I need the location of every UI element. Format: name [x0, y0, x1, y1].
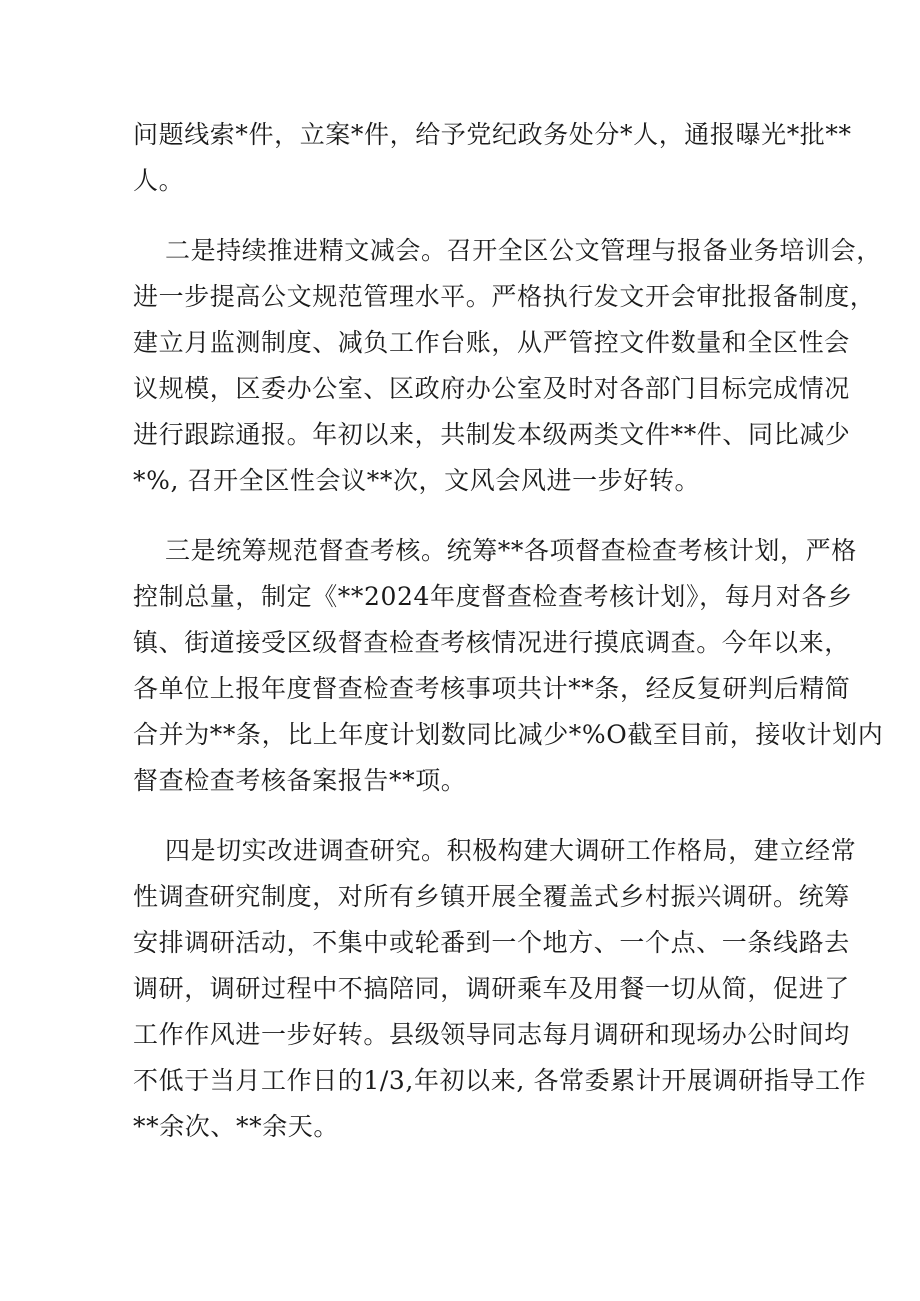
text-line: **余次、**余天。	[133, 1112, 340, 1141]
text-line: 性调查研究制度，对所有乡镇开展全覆盖式乡村振兴调研。统筹	[133, 882, 850, 911]
text-line: 不低于当月工作日的1/3,年初以来, 各常委累计开展调研指导工作	[133, 1066, 867, 1095]
text-line: 建立月监测制度、减负工作台账，从严管控文件数量和全区性会	[133, 328, 850, 357]
text-line: 工作作风进一步好转。县级领导同志每月调研和现场办公时间均	[133, 1020, 850, 1049]
text-line: 人。	[133, 166, 185, 195]
text-line: 合并为**条，比上年度计划数同比减少*%O截至目前，接收计划内	[133, 720, 884, 749]
text-line: 镇、街道接受区级督查检查考核情况进行摸底调查。今年以来，	[133, 628, 850, 657]
text-line: 二是持续推进精文减会。召开全区公文管理与报备业务培训会，	[165, 236, 882, 265]
text-line: *%, 召开全区性会议**次，文风会风进一步好转。	[133, 466, 701, 495]
text-line: 三是统筹规范督查考核。统筹**各项督查检查考核计划，严格	[165, 536, 857, 565]
text-line: 问题线索*件，立案*件，给予党纪政务处分*人，通报曝光*批**	[133, 120, 852, 149]
text-line: 安排调研活动，不集中或轮番到一个地方、一个点、一条线路去	[133, 928, 850, 957]
text-line: 进一步提高公文规范管理水平。严格执行发文开会审批报备制度，	[133, 282, 876, 311]
paragraph-streamline-documents	[133, 228, 882, 504]
paragraph-inspection-assessment	[133, 528, 884, 804]
text-line: 调研，调研过程中不搞陪同，调研乘车及用餐一切从简，促进了	[133, 974, 850, 1003]
text-line: 控制总量，制定《**2024年度督查检查考核计划》，每月对各乡	[133, 582, 853, 611]
text-line: 议规模，区委办公室、区政府办公室及时对各部门目标完成情况	[133, 374, 850, 403]
text-line: 各单位上报年度督查检查考核事项共计**条，经反复研判后精简	[133, 674, 851, 703]
text-line: 进行跟踪通报。年初以来，共制发本级两类文件**件、同比减少	[133, 420, 851, 449]
paragraph-research	[133, 828, 867, 1150]
paragraph-intro-continuation	[133, 112, 852, 204]
text-line: 四是切实改进调查研究。积极构建大调研工作格局，建立经常	[165, 836, 857, 865]
text-line: 督查检查考核备案报告**项。	[133, 766, 467, 795]
